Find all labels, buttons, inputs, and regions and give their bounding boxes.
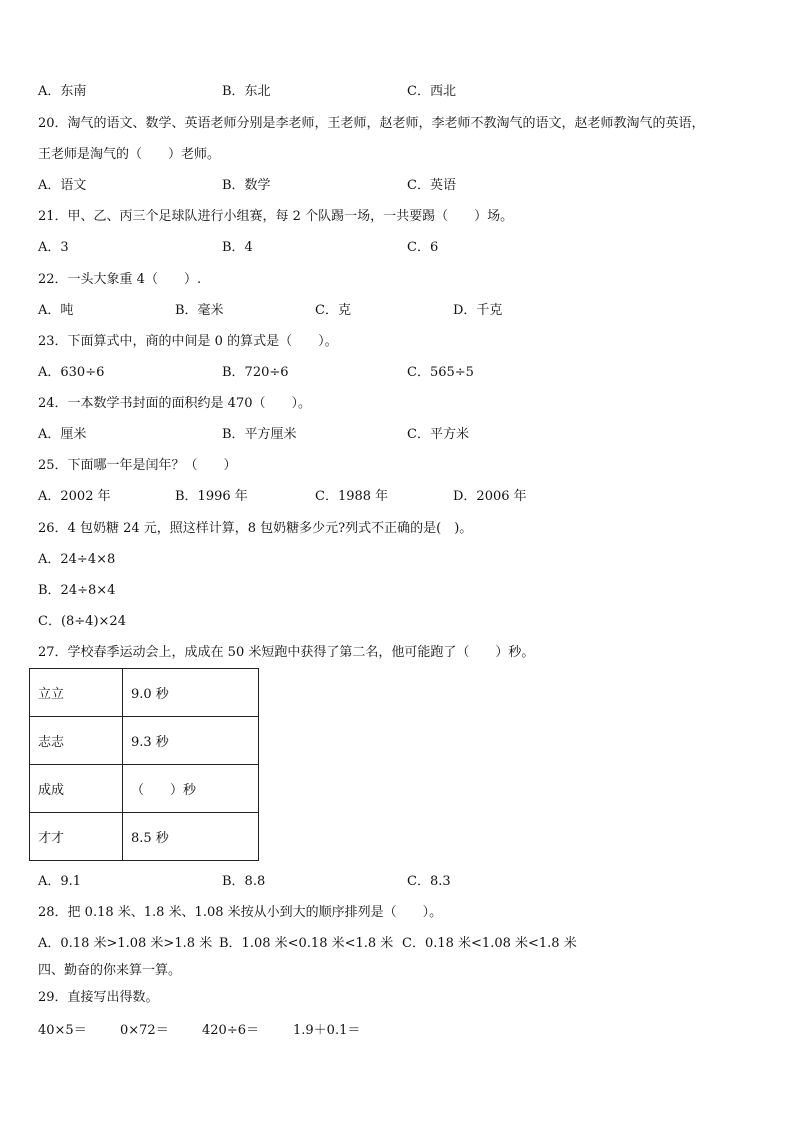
table-cell-time: 9.0 秒 <box>123 669 259 717</box>
table-row <box>30 765 259 813</box>
q26-text: 26．4 包奶糖 24 元，照这样计算，8 包奶糖多少元?列式不正确的是( )。 <box>38 521 473 536</box>
q27-option-a: A．9.1 <box>38 874 82 889</box>
table-cell-time: 9.3 秒 <box>123 717 259 765</box>
q22-option-b: B．毫米 <box>175 303 224 318</box>
q24-option-b: B．平方厘米 <box>222 427 297 442</box>
q29-item: 0×72＝ <box>120 1023 169 1038</box>
q26-option-a: A．24÷4×8 <box>38 552 116 567</box>
q25-option-a: A．2002 年 <box>38 489 111 504</box>
q22-text: 22．一头大象重 4（ ）. <box>38 272 202 287</box>
q27-text: 27．学校春季运动会上，成成在 50 米短跑中获得了第二名，他可能跑了（ ）秒。 <box>38 645 535 660</box>
table-row <box>30 717 259 765</box>
q29-item: 420÷6＝ <box>202 1023 259 1038</box>
table-cell-name: 成成 <box>30 765 123 813</box>
q26-option-c: C．(8÷4)×24 <box>38 614 126 629</box>
q21-option-c: C．6 <box>407 240 439 255</box>
table-cell-name: 志志 <box>30 717 123 765</box>
q29-text: 29．直接写出得数。 <box>38 990 159 1005</box>
table-cell-name: 立立 <box>30 669 123 717</box>
q20-option-c: C．英语 <box>407 178 456 193</box>
q24-option-a: A．厘米 <box>38 427 87 442</box>
q28-option-b: B．1.08 米<0.18 米<1.8 米 <box>219 936 394 951</box>
q25-option-b: B．1996 年 <box>175 489 248 504</box>
q22-option-d: D．千克 <box>453 303 503 318</box>
q26-option-b: B．24÷8×4 <box>38 583 116 598</box>
q29-item: 40×5＝ <box>38 1023 87 1038</box>
q25-option-c: C．1988 年 <box>315 489 389 504</box>
q27-option-b: B．8.8 <box>222 874 266 889</box>
q28-option-a: A．0.18 米>1.08 米>1.8 米 <box>38 936 213 951</box>
q25-option-d: D．2006 年 <box>453 489 527 504</box>
q19-option-c: C．西北 <box>407 84 456 99</box>
q20-option-a: A．语文 <box>38 178 87 193</box>
q24-option-c: C．平方米 <box>407 427 469 442</box>
table-cell-time: 8.5 秒 <box>123 813 259 861</box>
q23-option-c: C．565÷5 <box>407 365 474 380</box>
q20-option-b: B．数学 <box>222 178 271 193</box>
q21-option-a: A．3 <box>38 240 69 255</box>
table-row <box>30 669 259 717</box>
q27-option-c: C．8.3 <box>407 874 451 889</box>
q19-option-b: B．东北 <box>222 84 271 99</box>
table-row <box>30 813 259 861</box>
q28-option-c: C．0.18 米<1.08 米<1.8 米 <box>402 936 577 951</box>
q24-text: 24．一本数学书封面的面积约是 470（ ）。 <box>38 396 311 411</box>
q23-option-b: B．720÷6 <box>222 365 289 380</box>
table-cell-name: 才才 <box>30 813 123 861</box>
table-cell-time: （ ）秒 <box>123 765 259 813</box>
q22-option-c: C．克 <box>315 303 351 318</box>
q23-text: 23．下面算式中，商的中间是 0 的算式是（ ）。 <box>38 334 338 349</box>
q22-option-a: A．吨 <box>38 303 74 318</box>
q21-option-b: B．4 <box>222 240 253 255</box>
q20-text-line1: 20．淘气的语文、数学、英语老师分别是李老师，王老师，赵老师，李老师不教淘气的语文，赵老师教淘气的英语， <box>38 116 705 131</box>
q21-text: 21．甲、乙、丙三个足球队进行小组赛，每 2 个队踢一场，一共要踢（ ）场。 <box>38 209 514 224</box>
q28-text: 28．把 0.18 米、1.8 米、1.08 米按从小到大的顺序排列是（ ）。 <box>38 905 443 920</box>
q29-item: 1.9＋0.1＝ <box>293 1023 361 1038</box>
q20-text-line2: 王老师是淘气的（ ）老师。 <box>38 147 221 162</box>
q19-option-a: A．东南 <box>38 84 87 99</box>
q25-text: 25．下面哪一年是闰年？（ ） <box>38 458 237 473</box>
q23-option-a: A．630÷6 <box>38 365 105 380</box>
section-title: 四、勤奋的你来算一算。 <box>38 963 182 978</box>
q27-times-table <box>29 668 259 861</box>
